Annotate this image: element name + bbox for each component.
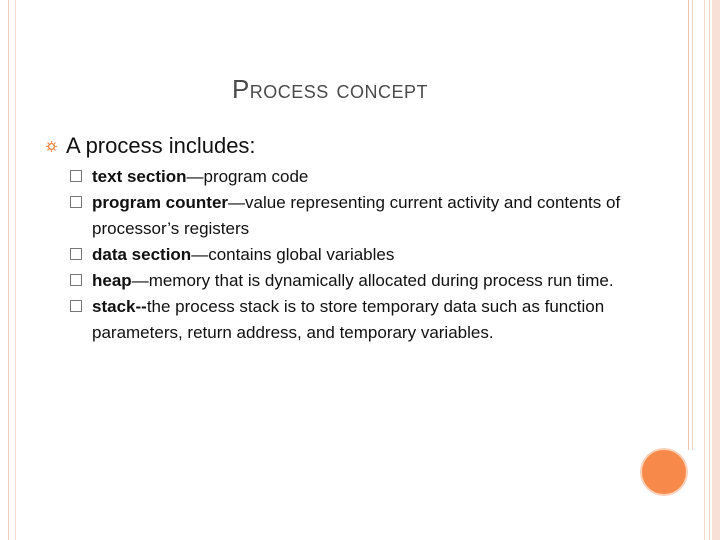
main-bullet xyxy=(46,132,626,160)
slide-title xyxy=(0,74,660,105)
checkbox-icon xyxy=(70,196,82,208)
list-item-desc: the process stack is to store temporary data such as function parameters, return address, and temporary variables. xyxy=(92,297,605,342)
slide-content xyxy=(46,132,626,346)
list-item xyxy=(70,164,626,190)
list-item-term: data section xyxy=(92,245,192,264)
list-item-desc: —memory that is dynamically allocated during process run time. xyxy=(131,271,614,290)
list-item-term: stack-- xyxy=(92,297,147,316)
right-rule xyxy=(688,0,689,450)
checkbox-icon xyxy=(70,248,82,260)
right-rule-secondary xyxy=(692,0,693,450)
list-item xyxy=(70,294,626,346)
checkbox-icon xyxy=(70,170,82,182)
slide-title-text: Process concept xyxy=(231,74,429,104)
checkbox-icon xyxy=(70,274,82,286)
main-bullet-text: A process includes: xyxy=(66,133,256,158)
list-item-desc: —value representing current activity and contents of processor’s registers xyxy=(92,193,621,238)
orange-circle-icon xyxy=(642,450,686,494)
checkbox-icon xyxy=(70,300,82,312)
list-item-term: heap xyxy=(92,271,132,290)
list-item-desc: —contains global variables xyxy=(191,245,395,264)
list-item xyxy=(70,242,626,268)
sub-bullet-list xyxy=(70,164,626,346)
sun-bullet-icon xyxy=(46,141,57,152)
list-item xyxy=(70,190,626,242)
right-edge-bar xyxy=(712,0,720,540)
list-item-desc: —program code xyxy=(186,167,309,186)
list-item xyxy=(70,268,626,294)
list-item-term: program counter xyxy=(92,193,229,212)
list-item-term: text section xyxy=(92,167,187,186)
